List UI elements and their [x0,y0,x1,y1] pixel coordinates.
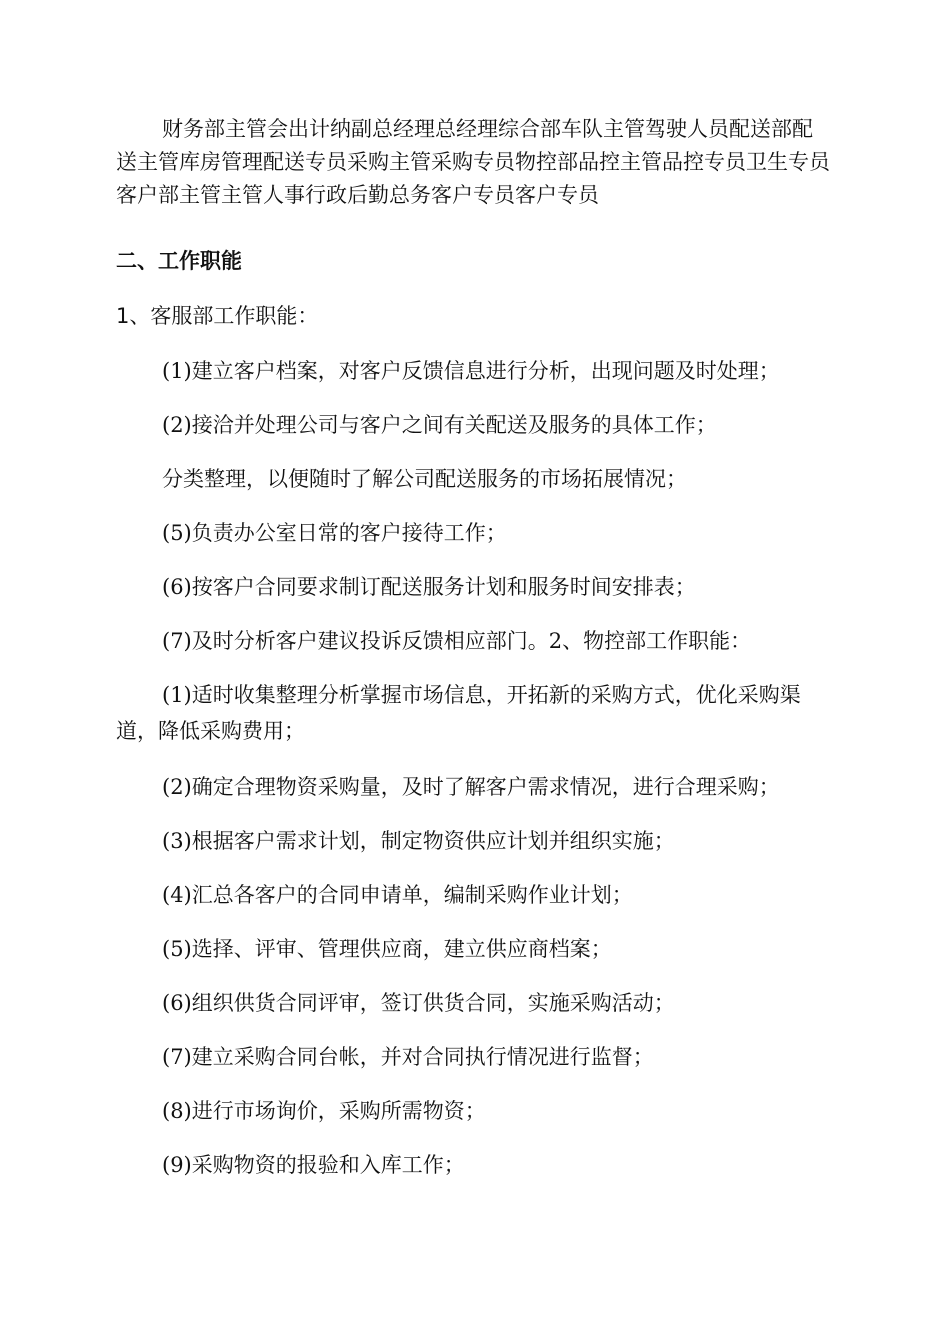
list-item: (9)采购物资的报验和入库工作； [162,1153,465,1177]
list-item: (6)组织供货合同评审，签订供货合同，实施采购活动； [162,991,675,1015]
list-item: (6)按客户合同要求制订配送服务计划和服务时间安排表； [162,575,696,599]
list-item: (2)接洽并处理公司与客户之间有关配送及服务的具体工作； [162,413,717,437]
list-item: (3)根据客户需求计划，制定物资供应计划并组织实施； [162,829,675,853]
list-item: (1)建立客户档案，对客户反馈信息进行分析，出现问题及时处理； [162,359,780,383]
list-item: 分类整理，以便随时了解公司配送服务的市场拓展情况； [162,467,687,491]
subsection-heading: 1、客服部工作职能： [116,304,319,328]
list-item: (4)汇总各客户的合同申请单，编制采购作业计划； [162,883,633,907]
list-item: (7)及时分析客户建议投诉反馈相应部门。2、物控部工作职能： [162,629,752,653]
list-item: (1)适时收集整理分析掌握市场信息，开拓新的采购方式，优化采购渠道，降低采购费用； [116,683,801,743]
list-item: (8)进行市场询价，采购所需物资； [162,1099,486,1123]
list-item: (5)选择、评审、管理供应商，建立供应商档案； [162,937,612,961]
list-item: (7)建立采购合同台帐，并对合同执行情况进行监督； [162,1045,654,1069]
section-heading: 二、工作职能 [116,249,242,273]
list-item: (5)负责办公室日常的客户接待工作； [162,521,507,545]
list-item: (2)确定合理物资采购量，及时了解客户需求情况，进行合理采购； [162,775,780,799]
intro-paragraph: 财务部主管会出计纳副总经理总经理综合部车队主管驾驶人员配送部配送主管库房管理配送专员采购主管采购专员物控部品控主管品控专员卫生专员客户部主管主管人事行政后勤总务客户专员客户专员 [116,117,830,207]
